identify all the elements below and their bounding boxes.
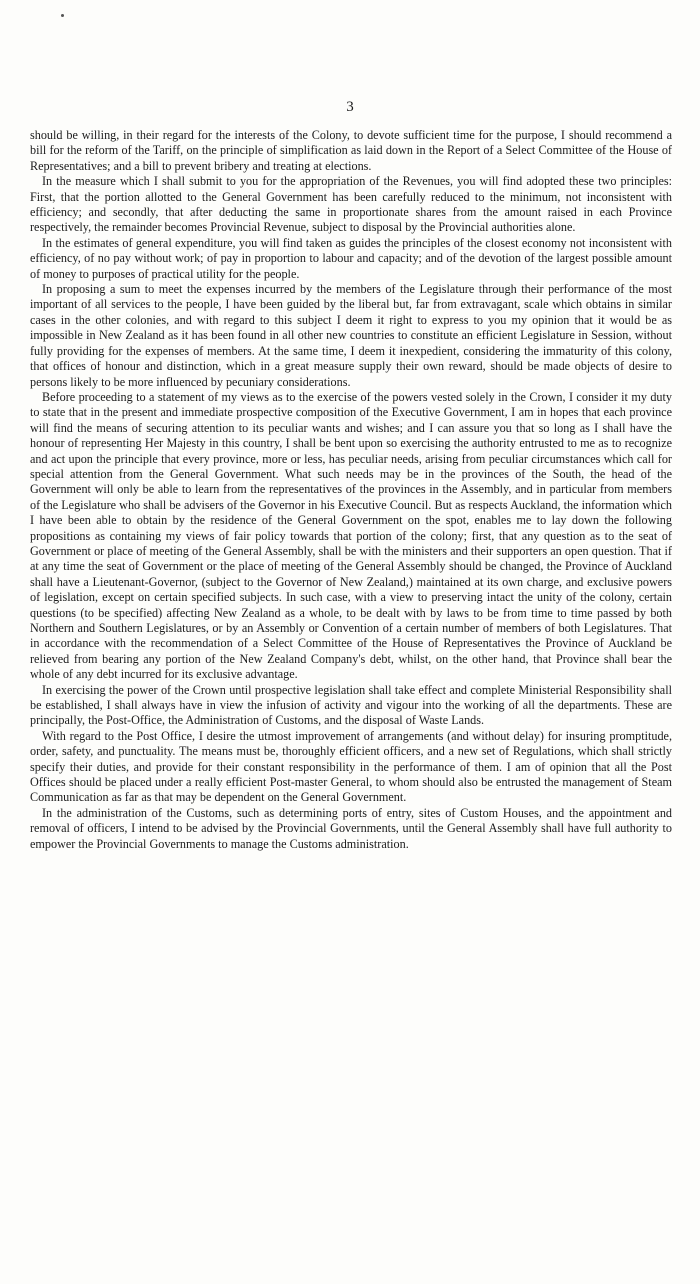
paragraph-5: Before proceeding to a statement of my views as to the exercise of the powers vested solely in the Crown, I consider it my duty to state that in the present and immediate prospective composition of the Executive Government, I am in hopes that each province will find the means of securing attention to its peculiar wants and wishes; and I can assure you that so long as I shall have the honour of representing Her Majesty in this country, I shall be bent upon so exercising the authority entrusted to me as to recognize and act upon the principle that every province, more or less, has peculiar needs, arising from peculiar circumstances which call for special attention from the General Government. What such needs may be in the provinces of the South, the head of the Government will only be able to learn from the representatives of the provinces in the Assembly, and in particular from members of the Legislature who shall be advisers of the Governor in his Executive Council. But as respects Auckland, the information which I have been able to obtain by the residence of the General Government on the spot, enables me to lay down the following propositions as containing my views of fair policy towards that portion of the colony; first, that any question as to the seat of Government or place of meeting of the General Assembly, shall be with the ministers and their supporters an open question. That if at any time the seat of Government or the place of meeting of the General Assembly should be changed, the Province of Auckland shall have a Lieutenant-Governor, (subject to the Governor of New Zealand,) maintained at its own charge, and exclusive powers of legislation, except on certain specified subjects. In such case, with a view to preserving intact the unity of the colony, certain questions (to be specified) affecting New Zealand as a whole, to be dealt with by laws to be from time to time passed by both Northern and Southern Legislatures, or by an Assembly or Convention of a certain number of members of both Legislatures. That in accordance with the recommendation of a Select Committee of the House of Representatives the Province of Auckland be relieved from bearing any portion of the New Zealand Company's debt, whilst, on the other hand, that Province shall bear the whole of any debt incurred for its exclusive advantage. xyxy=(30,389,672,682)
paragraph-2: In the measure which I shall submit to you for the appropriation of the Revenues, you will find adopted these two principles: First, that the portion allotted to the General Government has been carefully reduced to the minimum, not inconsistent with efficiency; and secondly, that after deducting the same in proportionate shares from the amount raised in each Province respectively, the remainder becomes Provincial Revenue, subject to disposal by the Provincial authorities alone. xyxy=(30,174,672,235)
print-speck xyxy=(61,14,64,17)
paragraph-8: In the administration of the Customs, such as determining ports of entry, sites of Custom Houses, and the appointment and removal of officers, I intend to be advised by the Provincial Governments, until the General Assembly shall have full authority to empower the Provincial Governments to manage the Customs administration. xyxy=(30,805,672,851)
paragraph-6: In exercising the power of the Crown until prospective legislation shall take effect and complete Ministerial Responsibility shall be established, I shall always have in view the infusion of activity and vigour into the working of all the departments. These are principally, the Post-Office, the Administration of Customs, and the disposal of Waste Lands. xyxy=(30,682,672,728)
body-text xyxy=(30,128,672,852)
paragraph-7: With regard to the Post Office, I desire the utmost improvement of arrangements (and without delay) for insuring promptitude, order, safety, and punctuality. The means must be, thoroughly efficient officers, and a new set of Regulations, which shall strictly specify their duties, and provide for their constant responsibility in the performance of them. I am of opinion that all the Post Offices should be placed under a really efficient Post-master General, to whom should also be entrusted the management of Steam Communication as far as that may be dependent on the General Government. xyxy=(30,728,672,805)
paragraph-1: should be willing, in their regard for the interests of the Colony, to devote sufficient time for the purpose, I should recommend a bill for the reform of the Tariff, on the principle of simplification as laid down in the Report of a Select Committee of the House of Representatives; and a bill to prevent bribery and treating at elections. xyxy=(30,128,672,173)
paragraph-4: In proposing a sum to meet the expenses incurred by the members of the Legislature through their performance of the most important of all services to the people, I have been guided by the liberal but, far from extravagant, scale which obtains in similar cases in the other colonies, and with regard to this subject I deem it right to express to you my opinion that it would be as impossible in New Zealand as it has been found in all other new countries to constitute an efficient Legislature in Session, without fully providing for the expenses of members. At the same time, I deem it inexpedient, considering the immaturity of this colony, that offices of honour and distinction, which in a great measure supply their own reward, should be made objects of desire to persons likely to be more influenced by pecuniary considerations. xyxy=(30,282,672,389)
paragraph-3: In the estimates of general expenditure, you will find taken as guides the principles of the closest economy not inconsistent with efficiency, of no pay without work; of pay in proportion to labour and capacity; and of the devotion of the largest possible amount of money to purposes of practical utility for the people. xyxy=(30,235,672,281)
page-number: 3 xyxy=(346,99,354,115)
